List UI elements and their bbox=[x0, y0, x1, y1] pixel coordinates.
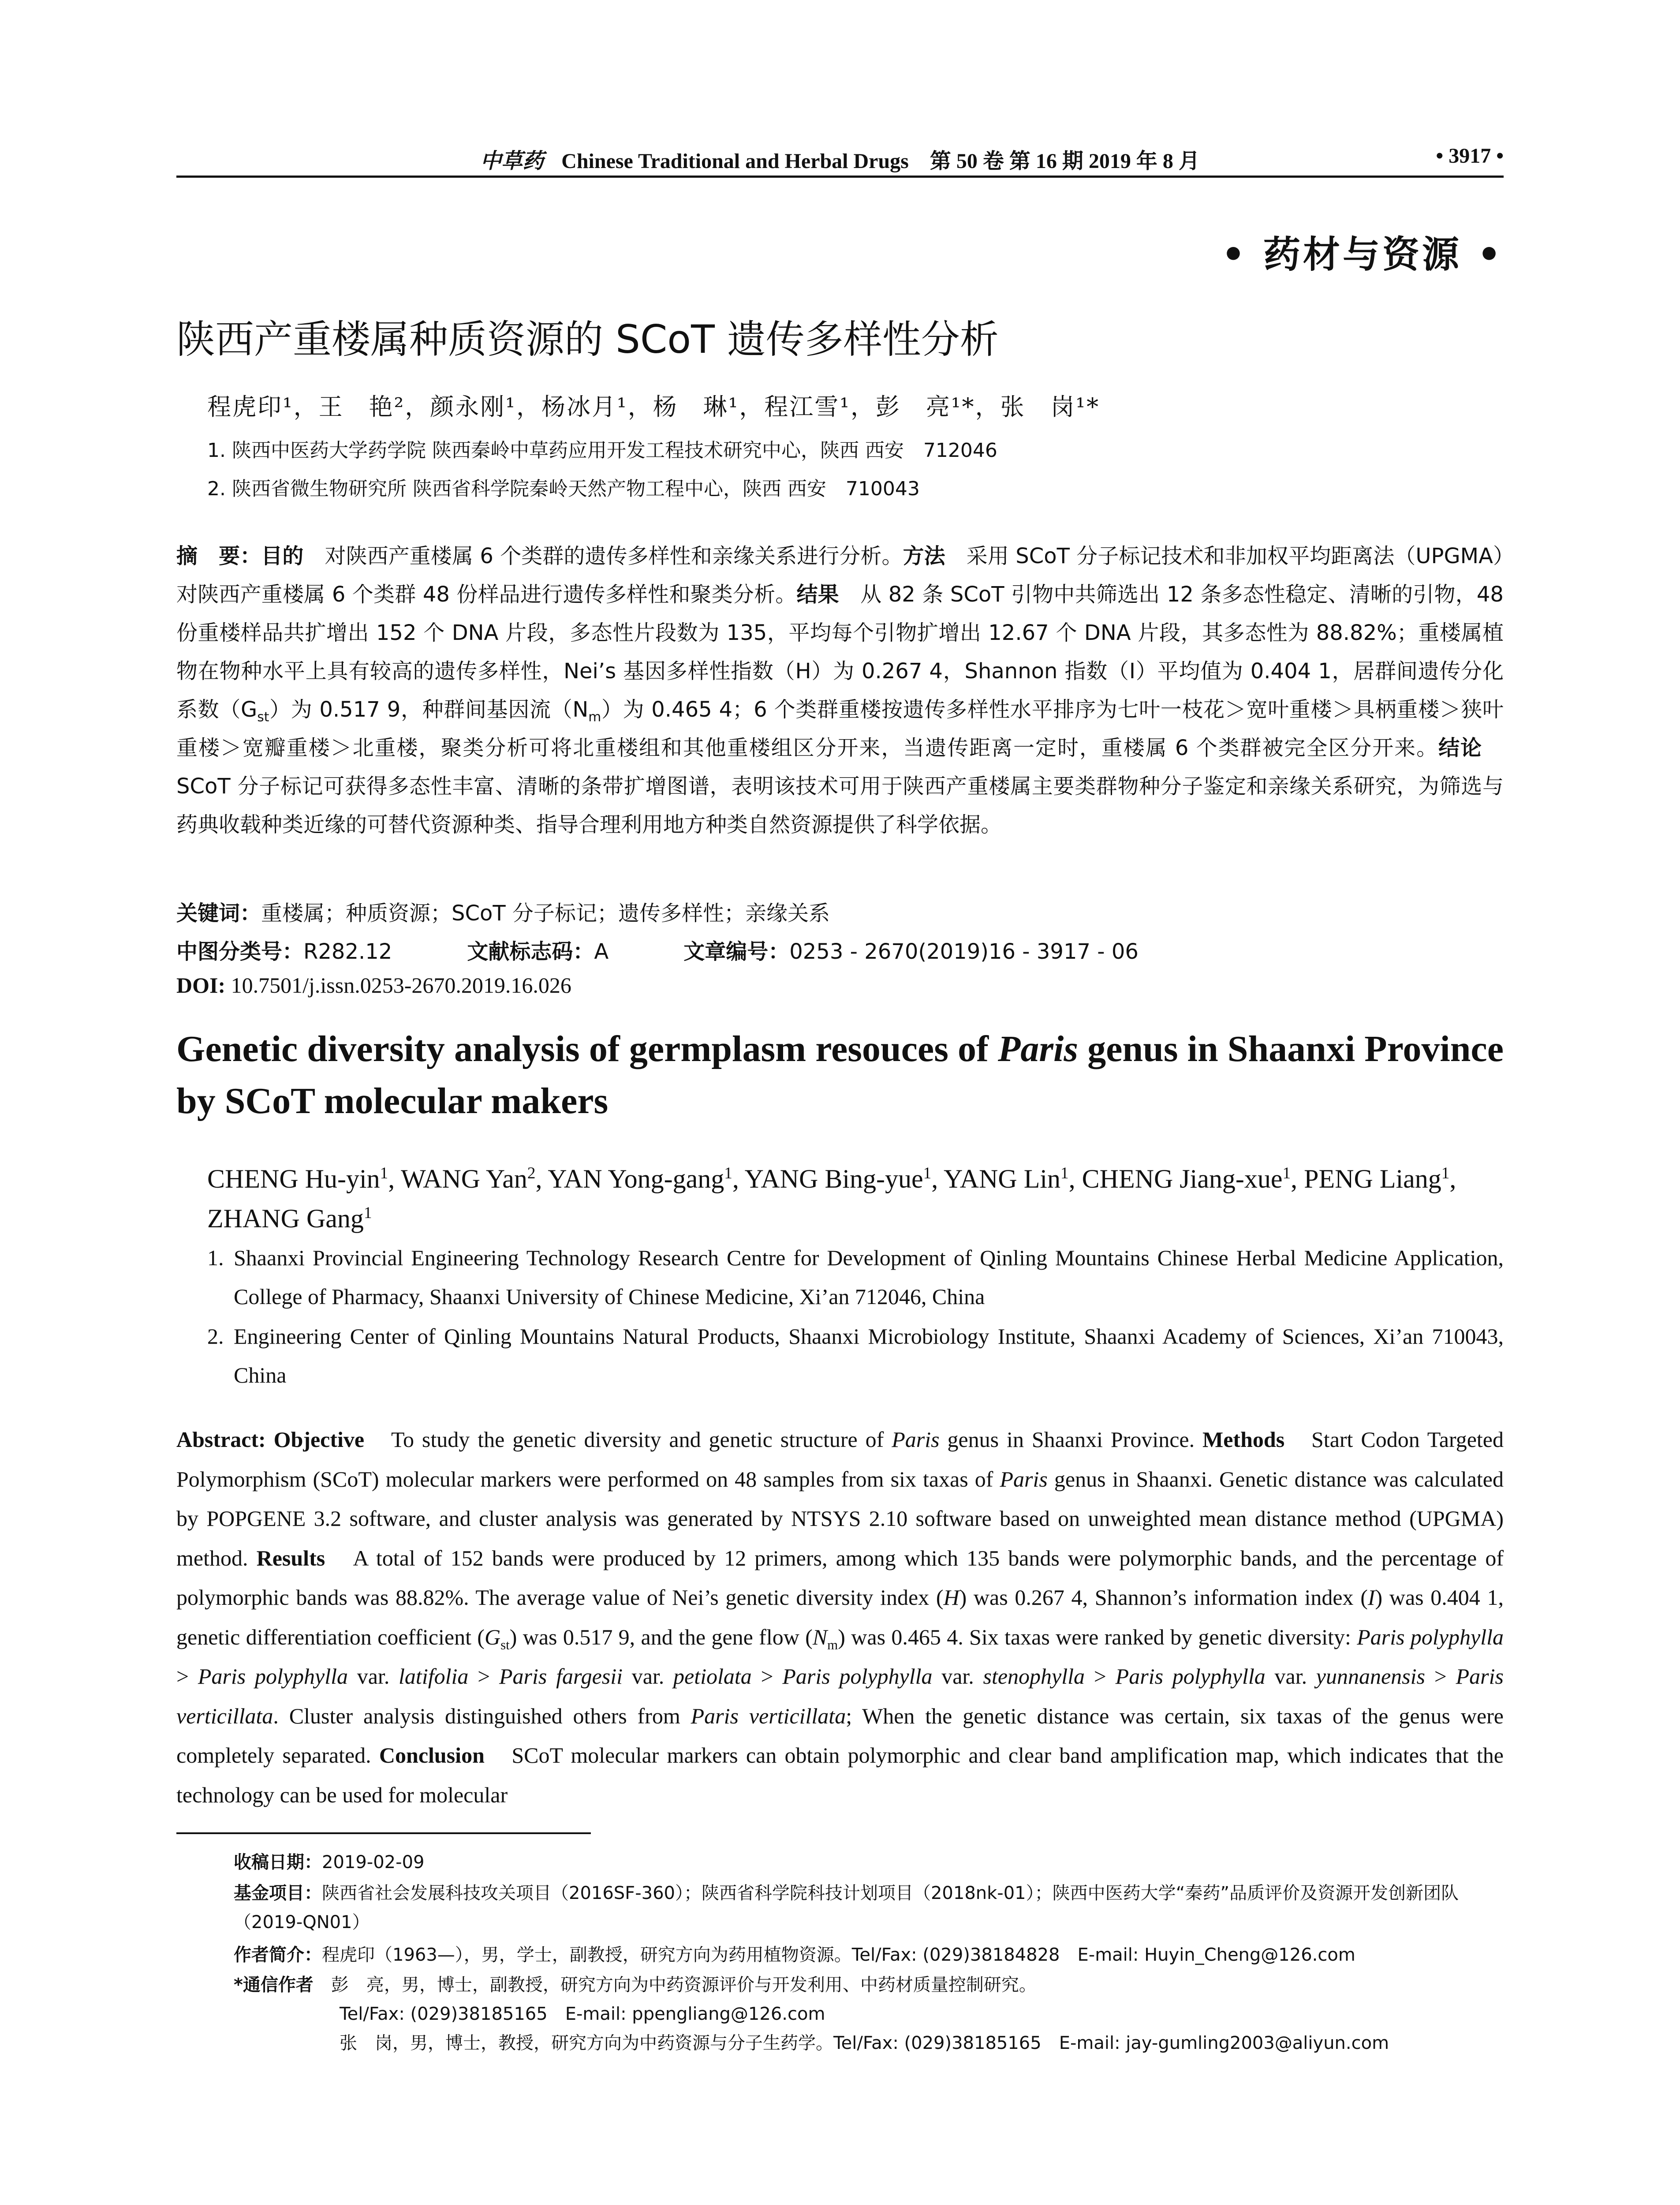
en-authors: CHENG Hu-yin$^1$, WANG Yan$^2$, YAN Yong-gang$^1$, YANG Bing-yue$^1$, YANG Lin$^1$, CHENG Jiang-xue$^1$, PENG Liang$^1$, ZHANG Gang$^1$ bbox=[207, 1164, 1456, 1233]
cn-abstract-label: 摘 要： bbox=[176, 544, 261, 568]
en-abs-species: petiolata bbox=[673, 1664, 752, 1689]
en-abs-species: Paris polyphylla bbox=[782, 1664, 933, 1689]
en-abs-genus: Paris bbox=[892, 1427, 940, 1452]
en-title-part2: genus in Shaanxi Province by SCoT molecular makers bbox=[176, 1028, 1504, 1121]
en-abs-species: stenophylla bbox=[983, 1664, 1085, 1689]
cn-conclusion-label: 结论 bbox=[1438, 736, 1482, 760]
en-author-sup: 1 bbox=[923, 1164, 932, 1182]
en-title-genus: Paris bbox=[998, 1028, 1079, 1069]
en-abs-species: Paris polyphylla bbox=[198, 1664, 348, 1689]
cn-authors: 程虎印¹，王 艳²，颜永刚¹，杨冰月¹，杨 琳¹，程江雪¹，彭 亮¹*，张 岗¹* bbox=[207, 393, 1100, 421]
en-author: CHENG Jiang-xue bbox=[1082, 1164, 1283, 1193]
en-author: PENG Liang bbox=[1304, 1164, 1441, 1193]
en-title-part1: Genetic diversity analysis of germplasm resouces of bbox=[176, 1028, 998, 1069]
corr-author-2: 张 岗，男，博士，教授，研究方向为中药资源与分子生药学。Tel/Fax: (029)38185165 E-mail: jay-gumling2003@aliyun.com bbox=[340, 2033, 1389, 2053]
en-abs-sub: st bbox=[500, 1637, 510, 1652]
en-abs-text: ) was 0.267 4, Shannon’s information index ( bbox=[959, 1585, 1368, 1610]
en-author: YAN Yong-gang bbox=[548, 1164, 724, 1193]
en-abstract-label: Abstract: Objective bbox=[176, 1427, 365, 1452]
fund-label: 基金项目： bbox=[234, 1883, 322, 1903]
keywords-text: 重楼属；种质资源；SCoT 分子标记；遗传多样性；亲缘关系 bbox=[261, 901, 830, 926]
cn-results-a: 从 82 条 SCoT 引物中共筛选出 12 条多态性稳定、清晰的引物，48 份重楼样品共扩增出 152 个 DNA 片段，多态性片段数为 135，平均每个引物扩增出 12.67 个 DNA 片段，其多态性为 88.82%；重楼属植物在物种水平上具有较高的遗传多样性，Nei’s 基因多样性指数（H）为 0.267 4，Shannon 指数（I）平均值为 0.404 1，居群间遗传分化系数（G bbox=[176, 582, 1504, 722]
cn-objective: 对陕西产重楼属 6 个类群的遗传多样性和亲缘关系进行分析。 bbox=[303, 544, 903, 568]
en-abs-text: To study the genetic diversity and genetic structure of bbox=[364, 1427, 892, 1452]
classification-line bbox=[176, 934, 1139, 965]
en-title bbox=[176, 1023, 1504, 1127]
en-author-sup: 1 bbox=[724, 1164, 732, 1182]
en-abs-symbol: G bbox=[484, 1624, 501, 1649]
doi-line bbox=[176, 972, 571, 998]
en-author: YANG Lin bbox=[944, 1164, 1061, 1193]
en-abs-text: ) was 0.517 9, and the gene flow ( bbox=[509, 1624, 813, 1649]
bio-text: 程虎印（1963—），男，学士，副教授，研究方向为药用植物资源。Tel/Fax: (029)38184828 E-mail: Huyin_Cheng@126.com bbox=[322, 1945, 1355, 1965]
en-affiliation-num: 1. bbox=[207, 1245, 224, 1270]
en-affiliation-num: 2. bbox=[207, 1324, 224, 1349]
corr-label: *通信作者 bbox=[234, 1975, 314, 1995]
en-abs-species: Paris verticillata bbox=[691, 1703, 846, 1728]
running-header bbox=[176, 140, 1504, 178]
en-abs-species: Paris polyphylla bbox=[1115, 1664, 1266, 1689]
en-abs-text: Start Codon Targeted Polymorphism (SCoT) molecular markers were performed on 48 samples from six taxas of bbox=[176, 1427, 1504, 1491]
fund-text: 陕西省社会发展科技攻关项目（2016SF-360）；陕西省科学院科技计划项目（2018nk-01）；陕西中医药大学“秦药”品质评价及资源开发创新团队（2019-QN01） bbox=[234, 1883, 1459, 1932]
cn-results-c: ）为 0.465 4；6 个类群重楼按遗传多样性水平排序为七叶一枝花＞宽叶重楼＞具柄重楼＞狭叶重楼＞宽瓣重楼＞北重楼，聚类分析可将北重楼组和其他重楼组区分开来，当遗传距离一定时，重楼属 6 个类群被完全区分开来。 bbox=[176, 697, 1504, 760]
en-author-sup: 1 bbox=[1441, 1164, 1450, 1182]
corr-author-1: 彭 亮，男，博士，副教授，研究方向为中药资源评价与开发利用、中药材质量控制研究。 bbox=[313, 1975, 1037, 1995]
en-author: CHENG Hu-yin bbox=[207, 1164, 380, 1193]
en-abs-text: var. bbox=[1265, 1664, 1316, 1689]
en-author-sup: 1 bbox=[1282, 1164, 1291, 1182]
doi-value: 10.7501/j.issn.0253-2670.2019.16.026 bbox=[225, 973, 571, 998]
doc-code-value: A bbox=[594, 939, 609, 964]
en-abs-text: ) was 0.465 4. Six taxas were ranked by genetic diversity: bbox=[838, 1624, 1357, 1649]
en-abs-species: Paris verticillata bbox=[176, 1664, 1504, 1728]
footnote-fund bbox=[234, 1879, 1504, 1937]
en-results-label: Results bbox=[256, 1545, 325, 1570]
en-abs-genus: Paris bbox=[1000, 1466, 1048, 1491]
received-date: 2019-02-09 bbox=[322, 1852, 425, 1872]
en-abs-text: > bbox=[176, 1664, 198, 1689]
en-abs-symbol: I bbox=[1367, 1585, 1375, 1610]
en-abs-text: > bbox=[468, 1664, 500, 1689]
cn-keywords bbox=[176, 896, 830, 927]
cn-affiliation-1: 1. 陕西中医药大学药学院 陕西秦岭中草药应用开发工程技术研究中心，陕西 西安 712046 bbox=[207, 439, 997, 462]
en-author: ZHANG Gang bbox=[207, 1204, 364, 1233]
page-number: • 3917 • bbox=[1436, 144, 1504, 168]
en-abs-text: ; When the genetic distance was certain, six taxas of the genus were completely separated. bbox=[176, 1703, 1504, 1768]
article-no-label: 文章编号： bbox=[683, 939, 790, 964]
section-label: • 药材与资源 • bbox=[1221, 233, 1504, 276]
en-abs-text: > bbox=[751, 1664, 783, 1689]
en-author-sup: 2 bbox=[527, 1164, 536, 1182]
en-abs-symbol: H bbox=[943, 1585, 959, 1610]
received-label: 收稿日期： bbox=[234, 1852, 322, 1872]
en-author-sup: 1 bbox=[363, 1204, 372, 1222]
en-affiliation-1 bbox=[207, 1238, 1504, 1316]
cn-affiliation-2: 2. 陕西省微生物研究所 陕西省科学院秦岭天然产物工程中心，陕西 西安 710043 bbox=[207, 478, 920, 500]
keywords-label: 关键词： bbox=[176, 901, 261, 926]
en-abs-symbol: N bbox=[812, 1624, 828, 1649]
clc-value: R282.12 bbox=[303, 939, 392, 964]
cn-sub-m: m bbox=[588, 709, 601, 725]
en-conclusion-label: Conclusion bbox=[379, 1743, 485, 1768]
en-author-sup: 1 bbox=[380, 1164, 388, 1182]
footnote-received bbox=[234, 1848, 1504, 1877]
footnote-corresponding bbox=[234, 1970, 1504, 2058]
en-abs-text: var. bbox=[348, 1664, 399, 1689]
cn-title: 陕西产重楼属种质资源的 SCoT 遗传多样性分析 bbox=[176, 317, 999, 362]
en-abs-species: Paris polyphylla bbox=[1357, 1624, 1504, 1649]
en-author-sup: 1 bbox=[1060, 1164, 1069, 1182]
cn-abstract bbox=[176, 537, 1504, 844]
en-abs-text: var. bbox=[623, 1664, 673, 1689]
en-abs-species: Paris fargesii bbox=[499, 1664, 623, 1689]
bio-label: 作者简介： bbox=[234, 1945, 322, 1965]
en-affiliation-2 bbox=[207, 1317, 1504, 1394]
en-abs-text: . Cluster analysis distinguished others from bbox=[273, 1703, 691, 1728]
en-abs-text: SCoT molecular markers can obtain polymorphic and clear band amplification map, which indicates that the technology can be used for molecular bbox=[176, 1743, 1504, 1807]
en-abs-text: ) was 0.404 1, genetic differentiation coefficient ( bbox=[176, 1585, 1504, 1649]
en-abs-text: A total of 152 bands were produced by 12 primers, among which 135 bands were polymorphic bands, and the percentage of polymorphic bands was 88.82%. The average value of Nei’s genetic diversity index ( bbox=[176, 1545, 1504, 1610]
en-abs-text: genus in Shaanxi. Genetic distance was calculated by POPGENE 3.2 software, and cluster analysis was generated by NTSYS 2.10 software based on unweighted mean distance method (UPGMA) method. bbox=[176, 1466, 1504, 1570]
journal-line: Chinese Traditional and Herbal Drugs 第 50 卷 第 16 期 2019 年 8 月 bbox=[561, 149, 1200, 173]
clc-label: 中图分类号： bbox=[176, 939, 304, 964]
en-abs-text: > bbox=[1425, 1664, 1456, 1689]
en-author: YANG Bing-yue bbox=[744, 1164, 923, 1193]
journal-logo: 中草药 bbox=[480, 149, 544, 173]
cn-results-b: ）为 0.517 9，种群间基因流（N bbox=[269, 697, 589, 722]
corr-author-1-contact: Tel/Fax: (029)38185165 E-mail: ppengliang@126.com bbox=[340, 2004, 825, 2024]
en-abstract bbox=[176, 1420, 1504, 1815]
cn-methods: 采用 SCoT 分子标记技术和非加权平均距离法（UPGMA）对陕西产重楼属 6 个类群 48 份样品进行遗传多样性和聚类分析。 bbox=[176, 544, 1504, 607]
en-affiliation-text: Engineering Center of Qinling Mountains Natural Products, Shaanxi Microbiology Institute, Shaanxi Academy of Sciences, Xi’an 710043, China bbox=[234, 1324, 1504, 1387]
en-methods-label: Methods bbox=[1202, 1427, 1285, 1452]
cn-objective-label: 目的 bbox=[261, 544, 304, 568]
en-abs-sub: m bbox=[827, 1637, 838, 1652]
footnote-divider bbox=[176, 1832, 591, 1834]
footnote-bio bbox=[234, 1940, 1504, 1970]
article-no-value: 0253 - 2670(2019)16 - 3917 - 06 bbox=[789, 939, 1139, 964]
cn-sub-st: st bbox=[257, 709, 269, 725]
en-abs-species: yunnanensis bbox=[1316, 1664, 1425, 1689]
doi-label: DOI: bbox=[176, 973, 226, 998]
en-abs-text: var. bbox=[932, 1664, 983, 1689]
journal-info bbox=[176, 144, 1504, 174]
en-affiliation-text: Shaanxi Provincial Engineering Technology Research Centre for Development of Qinling Mountains Chinese Herbal Medicine Application, College of Pharmacy, Shaanxi University of Chinese Medicine, Xi’an 712046, China bbox=[234, 1245, 1504, 1309]
en-abs-species: latifolia bbox=[399, 1664, 469, 1689]
en-author: WANG Yan bbox=[401, 1164, 527, 1193]
en-abs-text: genus in Shaanxi Province. bbox=[939, 1427, 1203, 1452]
doc-code-label: 文献标志码： bbox=[467, 939, 594, 964]
cn-results-label: 结果 bbox=[796, 582, 839, 607]
cn-conclusion: SCoT 分子标记可获得多态性丰富、清晰的条带扩增图谱，表明该技术可用于陕西产重楼属主要类群物种分子鉴定和亲缘关系研究，为筛选与药典收载种类近缘的可替代资源种类、指导合理利用地方种类自然资源提供了科学依据。 bbox=[176, 736, 1504, 837]
en-abs-text: > bbox=[1085, 1664, 1116, 1689]
cn-methods-label: 方法 bbox=[903, 544, 945, 568]
